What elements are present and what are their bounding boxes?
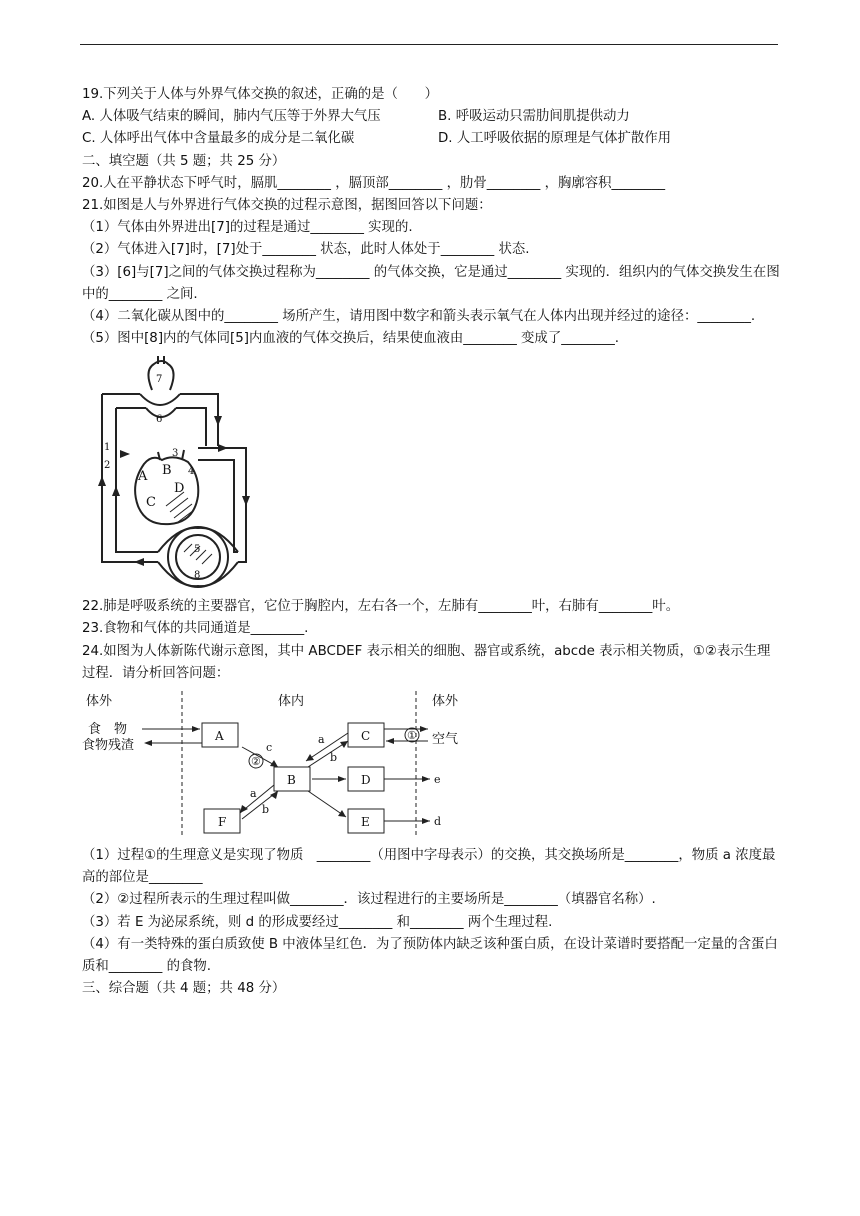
- q21-part-2: （2）气体进入[7]时，[7]处于________ 状态，此时人体处于________ 状态.: [82, 242, 530, 258]
- q19-option-b: B. 呼吸运动只需肋间肌提供动力: [438, 109, 630, 125]
- label-2: 2: [104, 460, 111, 472]
- label-food: 食 物: [88, 722, 128, 738]
- box-D-label: D: [361, 773, 371, 788]
- label-8: 8: [194, 570, 201, 582]
- arrowhead-B-E: [338, 810, 346, 817]
- q20: 20.人在平静状态下呼气时，膈肌________ ，膈顶部________ ，肋骨________ ，胸廓容积________: [82, 175, 666, 191]
- q24-part-3: （3）若 E 为泌尿系统，则 d 的形成要经过________ 和________ 两个生理过程.: [82, 914, 553, 930]
- label-e: e: [434, 773, 441, 787]
- q21-part-3: （3）[6]与[7]之间的气体交换过程称为________ 的气体交换，它是通过________ 实现的．组织内的气体交换发生在图中的________ 之间.: [82, 264, 780, 302]
- arrowhead-C-B: [306, 754, 314, 761]
- respiration-diagram: [82, 356, 782, 588]
- arrow-right-2: [120, 450, 130, 458]
- label-step-1: ①: [407, 729, 417, 743]
- box-E-label: E: [361, 815, 370, 830]
- label-D: D: [174, 481, 185, 497]
- metabolism-diagram-svg: [82, 689, 482, 839]
- arrow-up-left: [98, 476, 106, 486]
- top-right-vessel-outer: [180, 394, 218, 446]
- label-7: 7: [156, 374, 163, 386]
- arrowhead-E-d: [422, 818, 430, 824]
- q19-option-c: C. 人体呼出气体中含量最多的成分是二氧化碳: [82, 131, 355, 147]
- label-a-top: a: [318, 733, 325, 747]
- arrow-down-right: [242, 496, 250, 506]
- label-B: B: [162, 463, 172, 479]
- box-F-label: F: [218, 815, 227, 830]
- q24-part-1: （1）过程①的生理意义是实现了物质 ________（用图中字母表示）的交换，其交换场所是________，物质 a 浓度最高的部位是________: [82, 848, 776, 886]
- q24-part-4: （4）有一类特殊的蛋白质致使 B 中液体呈红色．为了预防体内缺乏该种蛋白质，在设计菜谱时要搭配一定量的含蛋白质和________ 的食物.: [82, 936, 778, 975]
- q19-options-row-2: [82, 128, 782, 150]
- outer-loop-right: [198, 448, 246, 562]
- label-4: 4: [188, 466, 195, 478]
- header-rule: [80, 44, 778, 45]
- arrow-right-3: [218, 444, 228, 452]
- label-3: 3: [172, 448, 179, 460]
- metabolism-diagram: [82, 689, 782, 839]
- arrowhead-F-B: [270, 791, 278, 799]
- arrowhead-food-A: [192, 726, 200, 732]
- q19-option-d: D. 人工呼吸依据的原理是气体扩散作用: [438, 131, 672, 147]
- label-6: 6: [156, 414, 163, 426]
- outer-loop-left: [102, 394, 158, 562]
- arrowhead-B-D: [338, 776, 346, 782]
- label-1: 1: [104, 442, 111, 454]
- arrow-up-inner: [112, 486, 120, 496]
- respiration-diagram-svg: [88, 356, 308, 588]
- lung-capillary-outer: [140, 394, 180, 405]
- q19-options-row-1: [82, 106, 782, 128]
- top-right-vessel-inner: [176, 408, 206, 446]
- label-inside: 体内: [278, 694, 305, 710]
- box-A-label: A: [215, 729, 224, 744]
- arrowhead-air-C: [386, 738, 394, 744]
- label-outside-right: 体外: [432, 694, 459, 710]
- label-b-bottom: b: [262, 803, 270, 817]
- arrow-left-bottom: [134, 558, 144, 566]
- arrowhead-B-C: [340, 741, 348, 748]
- arrowhead-C-air: [420, 726, 428, 732]
- box-C-label: C: [361, 729, 371, 744]
- q24-stem: 24.如图为人体新陈代谢示意图，其中 ABCDEF 表示相关的细胞、器官或系统，abcde 表示相关物质，①②表示生理过程．请分析回答问题：: [82, 643, 771, 681]
- label-b-top: b: [330, 751, 338, 765]
- label-food-residue: 食物残渣: [82, 738, 135, 754]
- label-5: 5: [194, 544, 201, 556]
- arrow-C-to-B: [306, 733, 348, 761]
- q19-stem: 19.下列关于人体与外界气体交换的叙述，正确的是（ ）: [82, 87, 439, 102]
- label-d: d: [434, 815, 442, 829]
- q21-stem: 21.如图是人与外界进行气体交换的过程示意图，据图回答以下问题：: [82, 197, 492, 213]
- section-2-heading: 二、填空题（共 5 题；共 25 分）: [82, 153, 286, 169]
- q22: 22.肺是呼吸系统的主要器官，它位于胸腔内，左右各一个，左肺有________叶，右肺有________叶。: [82, 599, 680, 615]
- arrowhead-residue: [144, 740, 152, 746]
- heart-hatching: [166, 492, 194, 522]
- label-air: 空气: [432, 732, 459, 748]
- q21-part-4: （4）二氧化碳从图中的________ 场所产生，请用图中数字和箭头表示氧气在人体内出现并经过的途径：________.: [82, 308, 756, 324]
- box-B-label: B: [287, 773, 296, 788]
- arrowhead-B-F: [240, 805, 248, 813]
- label-A: A: [138, 469, 148, 485]
- q24-part-2: （2）②过程所表示的生理过程叫做________．该过程进行的主要场所是________（填器官名称）.: [82, 892, 656, 908]
- q21-part-5: （5）图中[8]内的气体同[5]内血液的气体交换后，结果使血液由________ 变成了________.: [82, 331, 620, 347]
- q21-part-1: （1）气体由外界进出[7]的过程是通过________ 实现的.: [82, 220, 413, 236]
- section-3-heading: 三、综合题（共 4 题；共 48 分）: [82, 981, 286, 997]
- label-outside-left: 体外: [86, 694, 113, 710]
- inner-loop-right: [198, 460, 238, 552]
- arrow-down-top: [214, 416, 222, 426]
- label-C: C: [146, 495, 156, 511]
- worksheet-content: [82, 84, 782, 1000]
- label-step-2: ②: [251, 755, 261, 769]
- label-a-bottom: a: [250, 787, 257, 801]
- arrowhead-D-e: [422, 776, 430, 782]
- label-c: c: [266, 741, 273, 755]
- q19-option-a: A. 人体吸气结束的瞬间，肺内气压等于外界大气压: [82, 109, 381, 125]
- q23: 23.食物和气体的共同通道是________.: [82, 621, 309, 637]
